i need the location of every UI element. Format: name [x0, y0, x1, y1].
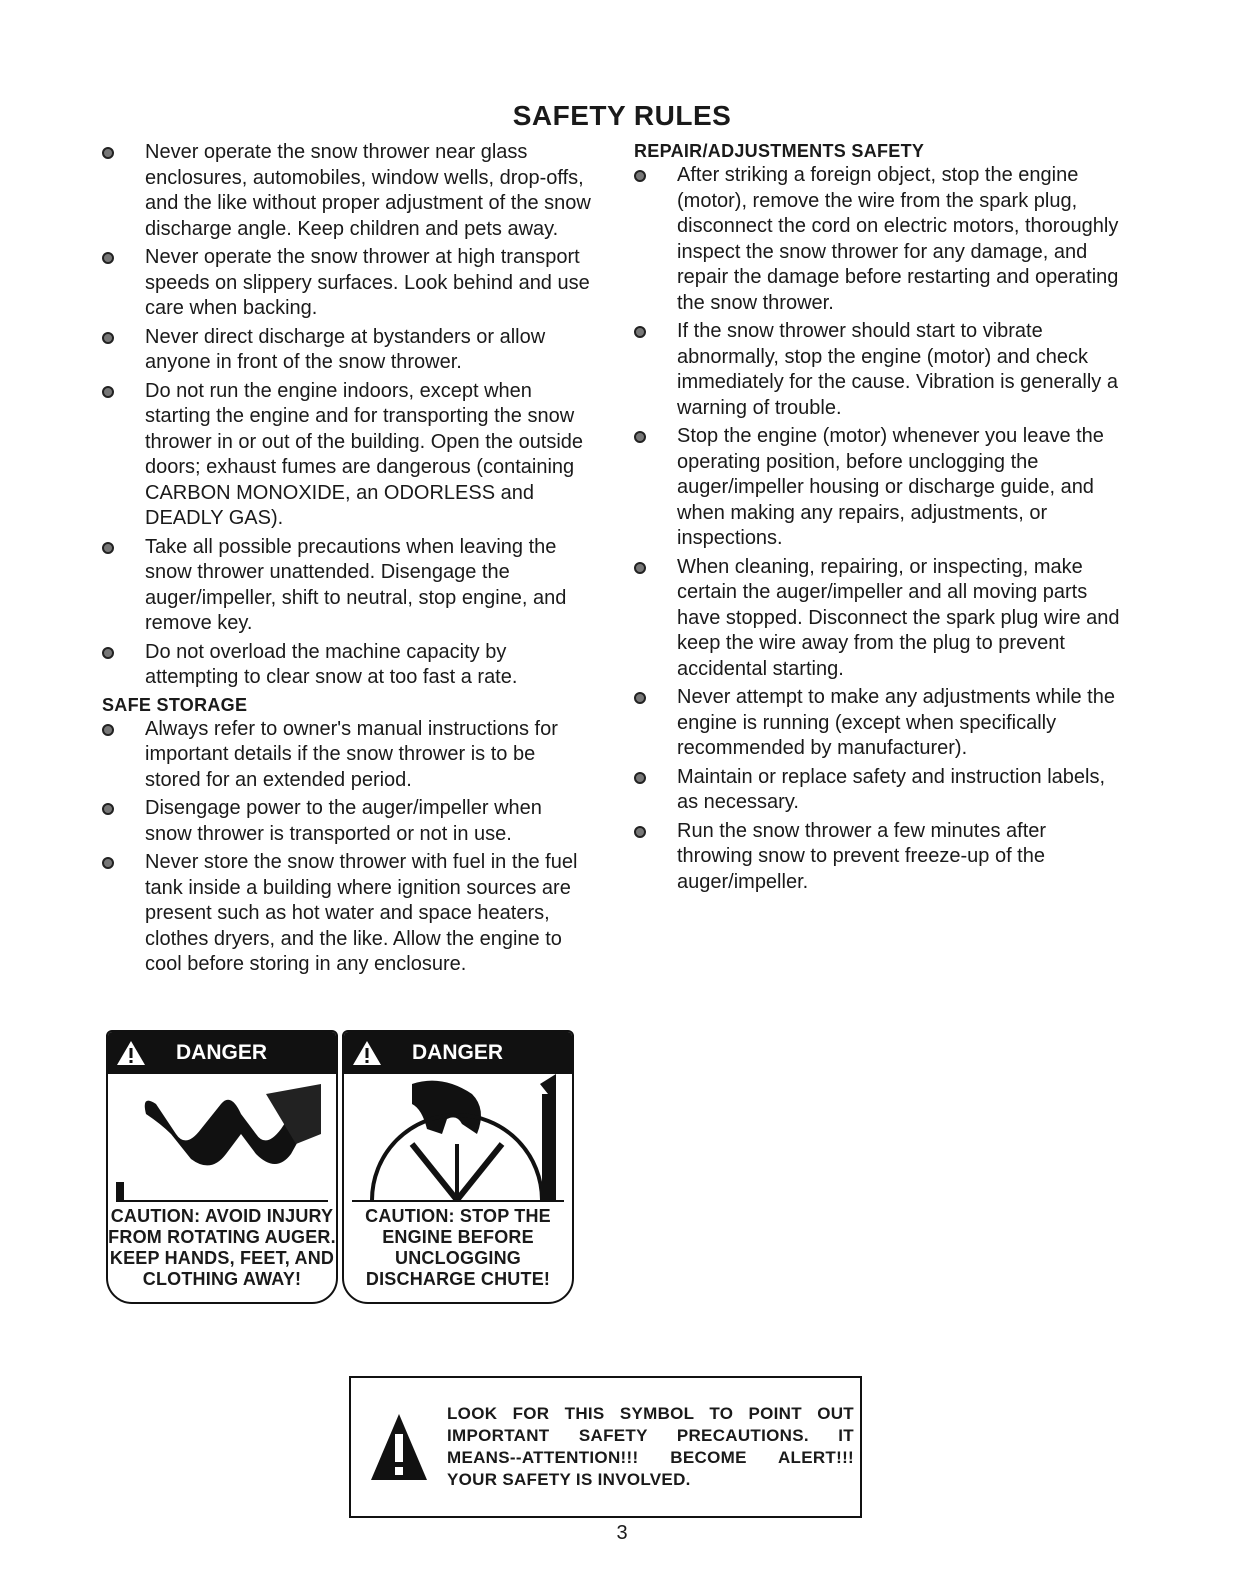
auger-hazard-illustration	[116, 1074, 328, 1202]
repair-adjustments-heading: REPAIR/ADJUSTMENTS SAFETY	[634, 141, 925, 161]
page-title: SAFETY RULES	[512, 100, 732, 131]
storage-rules-list	[102, 717, 592, 978]
danger-label-auger	[106, 1030, 338, 1304]
rule-item: Never attempt to make any adjustments while the engine is running (except when specifically recommended by manufacturer).	[634, 685, 1126, 762]
operation-rules-list	[102, 140, 592, 691]
rule-item: When cleaning, repairing, or inspecting, make certain the auger/impeller and all moving parts have stopped. Disconnect the spark plug wire and keep the wire away from the plug to prevent accidental starting.	[634, 555, 1126, 683]
repair-rules-list	[634, 163, 1126, 895]
danger-word: DANGER	[176, 1041, 268, 1064]
danger-caption: CAUTION: AVOID INJURY FROM ROTATING AUGER. KEEP HANDS, FEET, AND CLOTHING AWAY!	[108, 1206, 336, 1289]
rule-item: Always refer to owner's manual instructions for important details if the snow thrower is to be stored for an extended period.	[102, 717, 592, 794]
danger-label-header	[108, 1032, 336, 1074]
rule-item: If the snow thrower should start to vibrate abnormally, stop the engine (motor) and check immediately for the cause. Vibration is generally a warning of trouble.	[634, 319, 1126, 421]
rule-item: Never direct discharge at bystanders or allow anyone in front of the snow thrower.	[102, 325, 592, 376]
rule-item: After striking a foreign object, stop the engine (motor), remove the wire from the spark plug, disconnect the cord on electric motors, thoroughly inspect the snow thrower for any damage, and repair the damage before restarting and operating the snow thrower.	[634, 163, 1126, 316]
warning-triangle-icon	[351, 1412, 447, 1482]
safety-symbol-notice	[349, 1376, 862, 1518]
chute-hazard-illustration	[352, 1074, 564, 1202]
rule-item: Take all possible precautions when leaving the snow thrower unattended. Disengage the auger/impeller, shift to neutral, stop engine, and remove key.	[102, 535, 592, 637]
rule-item: Do not run the engine indoors, except when starting the engine and for transporting the snow thrower in or out of the building. Open the outside doors; exhaust fumes are dangerous (containing CARBON MONOXIDE, an ODORLESS and DEADLY GAS).	[102, 379, 592, 532]
page-number: 3	[616, 1522, 628, 1544]
danger-label-header	[344, 1032, 572, 1074]
rule-item: Stop the engine (motor) whenever you leave the operating position, before unclogging the auger/impeller housing or discharge guide, and when making any repairs, adjustments, or inspections.	[634, 424, 1126, 552]
rule-item: Never operate the snow thrower near glass enclosures, automobiles, window wells, drop-offs, and the like without proper adjustment of the snow discharge angle. Keep children and pets away.	[102, 140, 592, 242]
warning-triangle-icon	[344, 1032, 390, 1074]
rule-item: Do not overload the machine capacity by attempting to clear snow at too fast a rate.	[102, 640, 592, 691]
rule-item: Disengage power to the auger/impeller when snow thrower is transported or not in use.	[102, 796, 592, 847]
rule-item: Run the snow thrower a few minutes after throwing snow to prevent freeze-up of the auger/impeller.	[634, 819, 1126, 896]
left-column	[102, 140, 592, 981]
right-column	[634, 140, 1126, 898]
rule-item: Maintain or replace safety and instruction labels, as necessary.	[634, 765, 1126, 816]
notice-text: LOOK FOR THIS SYMBOL TO POINT OUT IMPORTANT SAFETY PRECAUTIONS. IT MEANS--ATTENTION!!! BECOME ALERT!!! YOUR SAFETY IS INVOLVED.	[447, 1404, 854, 1489]
warning-triangle-icon	[108, 1032, 154, 1074]
danger-word: DANGER	[412, 1041, 504, 1064]
safe-storage-heading: SAFE STORAGE	[102, 694, 248, 715]
rule-item: Never operate the snow thrower at high transport speeds on slippery surfaces. Look behind and use care when backing.	[102, 245, 592, 322]
rule-item: Never store the snow thrower with fuel in the fuel tank inside a building where ignition sources are present such as hot water and space heaters, clothes dryers, and the like. Allow the engine to cool before storing in any enclosure.	[102, 850, 592, 978]
danger-caption: CAUTION: STOP THE ENGINE BEFORE UNCLOGGING DISCHARGE CHUTE!	[365, 1206, 551, 1289]
danger-label-chute	[342, 1030, 574, 1304]
